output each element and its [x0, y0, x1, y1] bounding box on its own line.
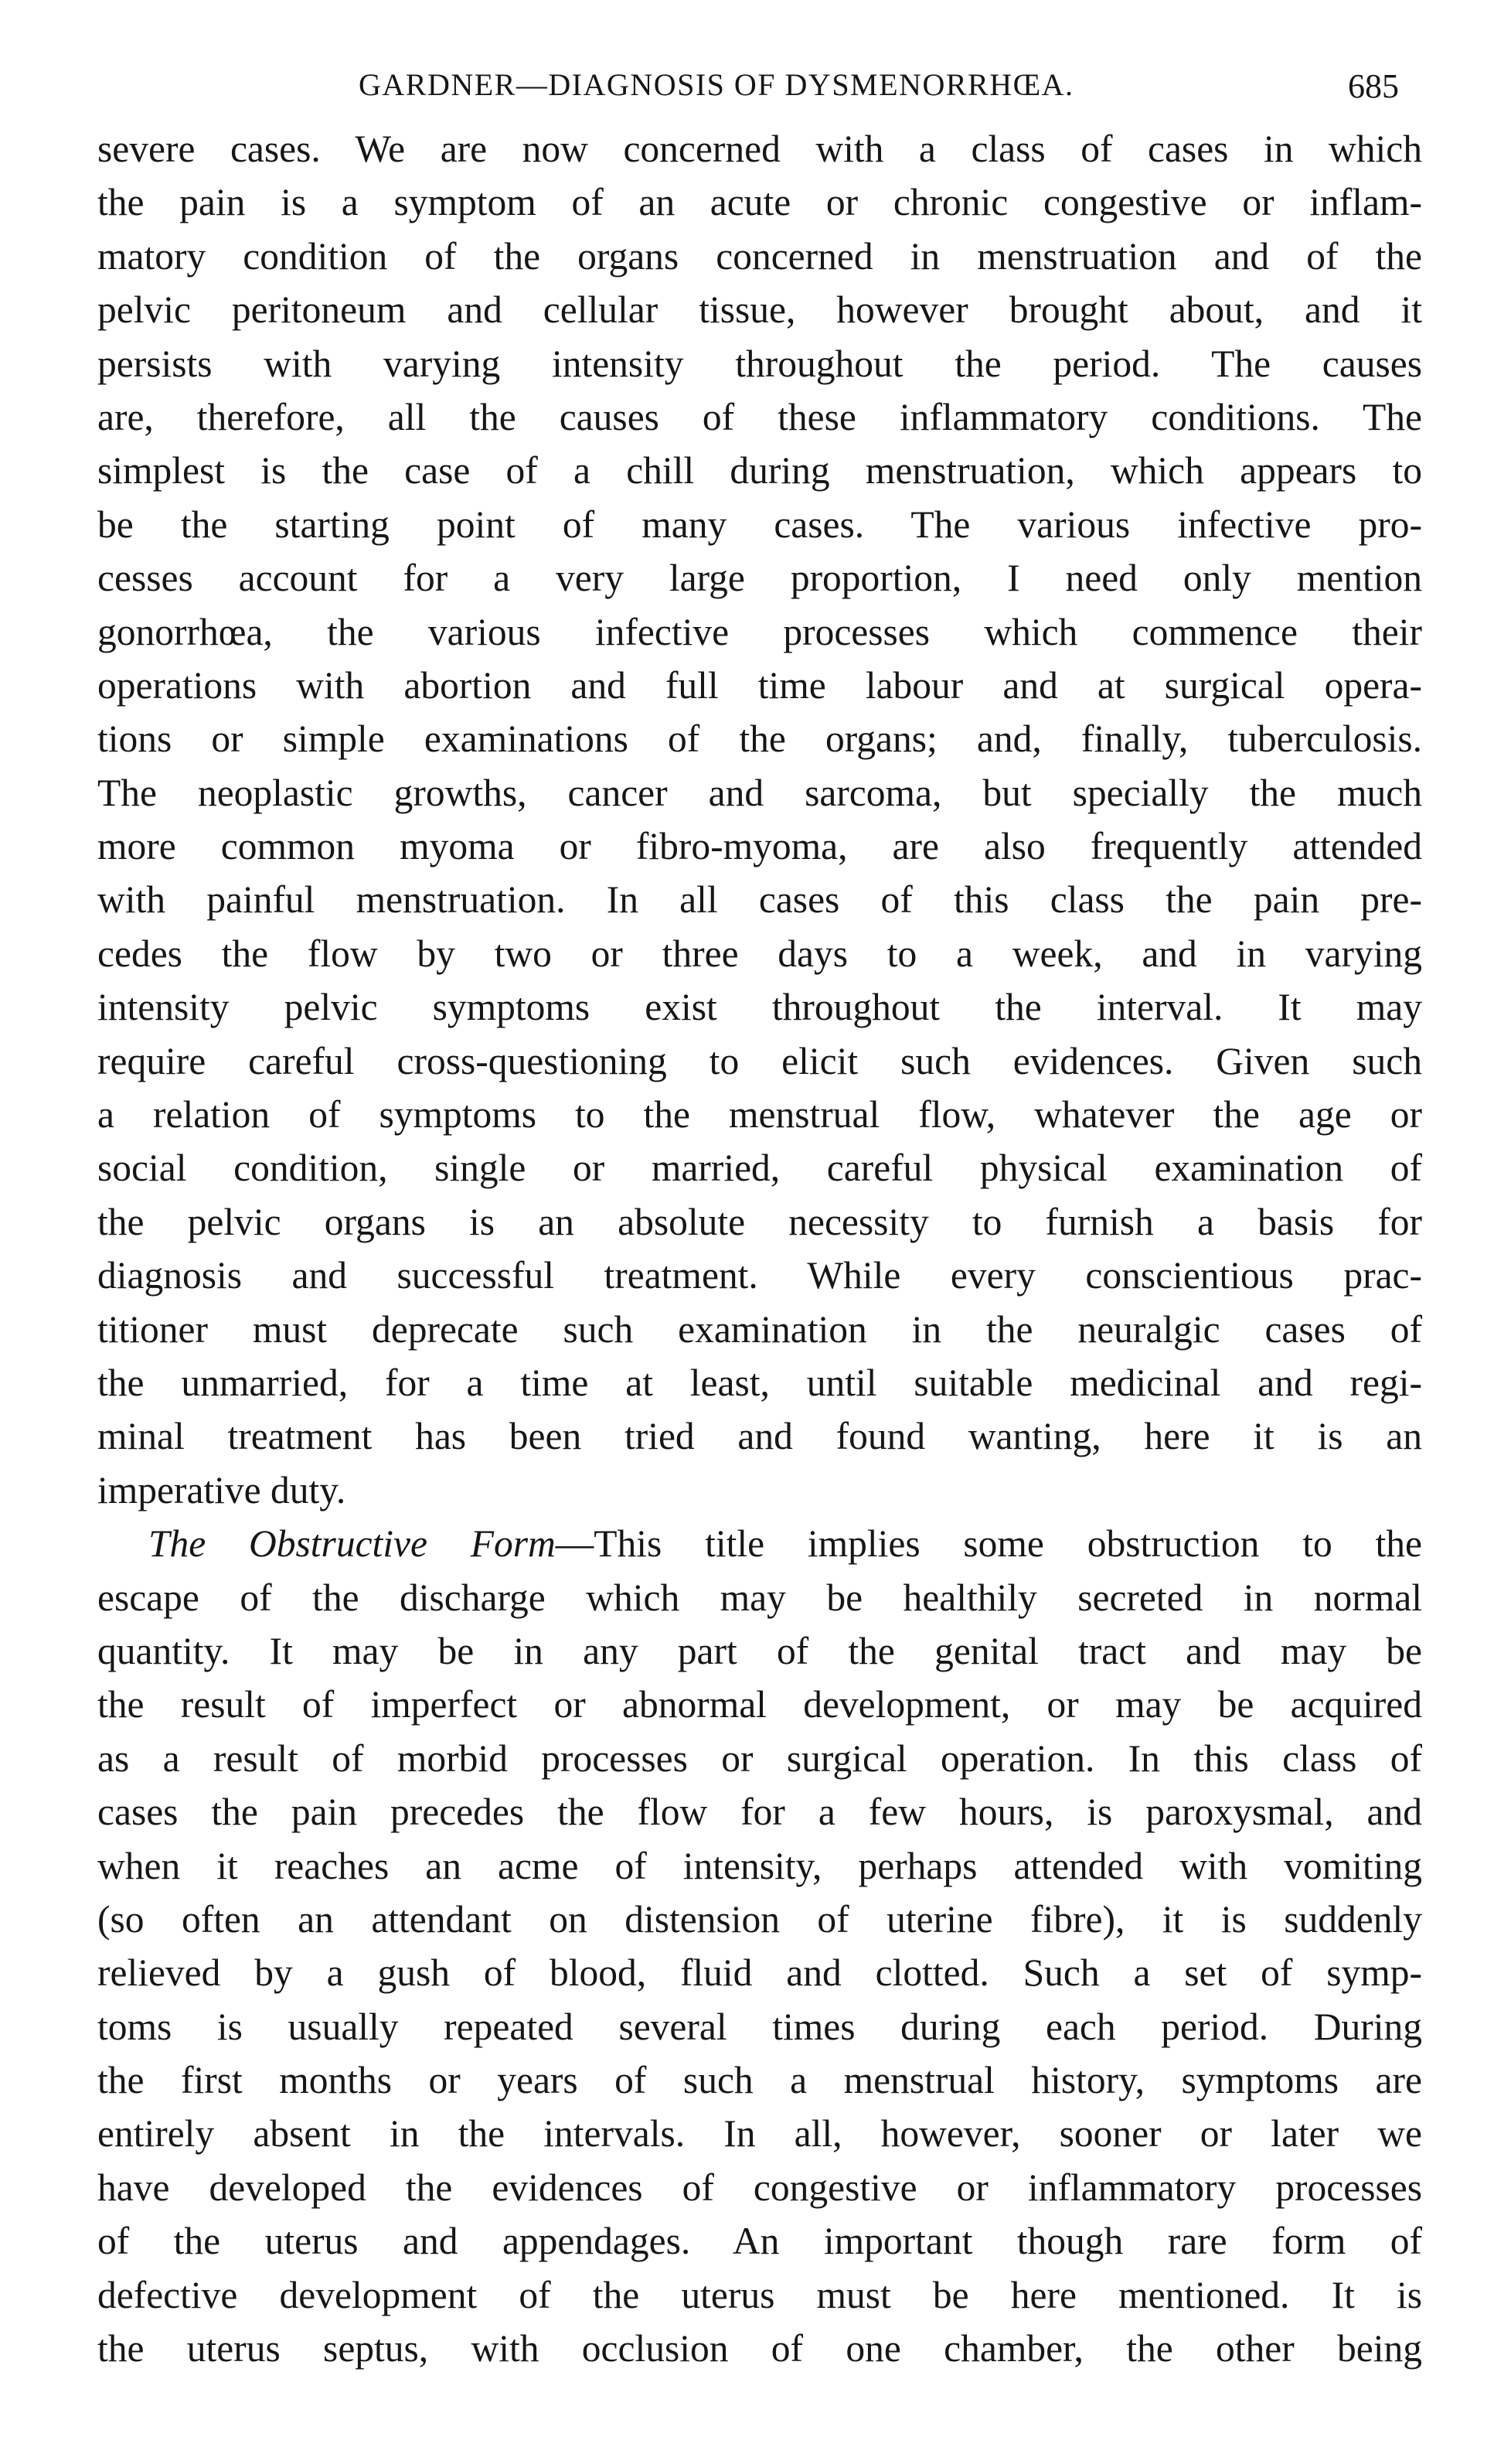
paragraph-last-line: imperative duty.	[97, 1468, 346, 1511]
text-line: cases the pain precedes the flow for a few hours, is paroxysmal, and	[97, 1791, 1422, 1834]
text-line: when it reaches an acme of intensity, perhaps attended with vomiting	[97, 1844, 1422, 1887]
text-line: require careful cross-questioning to elicit such evidences. Given such	[97, 1039, 1422, 1082]
text-line: defective development of the uterus must be here mentioned. It is	[97, 2273, 1422, 2316]
running-title: GARDNER—DIAGNOSIS OF DYSMENORRHŒA.	[359, 67, 1074, 102]
text-line: titioner must deprecate such examination in the neuralgic cases of	[97, 1307, 1422, 1351]
text-line: the pelvic organs is an absolute necessity to furnish a basis for	[97, 1200, 1422, 1243]
text-line: intensity pelvic symptoms exist throughout the interval. It may	[97, 986, 1422, 1029]
text-line: gonorrhœa, the various infective processes which commence their	[97, 610, 1422, 653]
text-line: the first months or years of such a menstrual history, symptoms are	[97, 2059, 1422, 2102]
text-line: The neoplastic growths, cancer and sarcoma, but specially the much	[97, 771, 1422, 814]
text-line: social condition, single or married, careful physical examination of	[97, 1147, 1422, 1190]
text-line: the result of imperfect or abnormal development, or may be acquired	[97, 1683, 1422, 1726]
text-line: tions or simple examinations of the organs; and, finally, tuberculosis.	[97, 717, 1422, 761]
document-page	[97, 66, 1422, 2375]
text-line: operations with abortion and full time labour and at surgical opera-	[97, 663, 1422, 707]
text-line: with painful menstruation. In all cases of this class the pain pre-	[97, 878, 1422, 922]
body-text	[97, 122, 1422, 2375]
running-head	[97, 66, 1422, 114]
text-line: cedes the flow by two or three days to a week, and in varying	[97, 932, 1422, 975]
text-line: the pain is a symptom of an acute or chronic congestive or inflam-	[97, 181, 1422, 224]
text-line: have developed the evidences of congestive or inflammatory processes	[97, 2166, 1422, 2209]
text-line: a relation of symptoms to the menstrual flow, whatever the age or	[97, 1093, 1422, 1137]
text-line: the uterus septus, with occlusion of one chamber, the other being	[97, 2327, 1422, 2370]
text-line: diagnosis and successful treatment. While every conscientious prac-	[97, 1254, 1422, 1297]
section-opening-text: —This title implies some obstruction to the	[555, 1522, 1422, 1566]
text-line: the unmarried, for a time at least, until suitable medicinal and regi-	[97, 1361, 1422, 1404]
text-line: entirely absent in the intervals. In all, however, sooner or later we	[97, 2112, 1422, 2156]
text-line: persists with varying intensity throughout the period. The causes	[97, 342, 1422, 385]
text-line: are, therefore, all the causes of these inflammatory conditions. The	[97, 395, 1422, 438]
text-line: as a result of morbid processes or surgical operation. In this class of	[97, 1736, 1422, 1780]
text-line: relieved by a gush of blood, fluid and clotted. Such a set of symp-	[97, 1951, 1422, 1995]
text-line: of the uterus and appendages. An important though rare form of	[97, 2220, 1422, 2263]
page-number: 685	[1348, 67, 1399, 105]
text-line: pelvic peritoneum and cellular tissue, however brought about, and it	[97, 288, 1422, 332]
text-line: be the starting point of many cases. The various infective pro-	[97, 503, 1422, 546]
text-line: cesses account for a very large proportion, I need only mention	[97, 557, 1422, 600]
text-line: quantity. It may be in any part of the genital tract and may be	[97, 1629, 1422, 1672]
text-line: (so often an attendant on distension of uterine fibre), it is suddenly	[97, 1897, 1422, 1941]
text-line: simplest is the case of a chill during menstruation, which appears to	[97, 449, 1422, 492]
section-opening-line	[97, 1517, 1422, 1570]
text-line: minal treatment has been tried and found wanting, here it is an	[97, 1415, 1422, 1458]
text-line: toms is usually repeated several times during each period. During	[97, 2005, 1422, 2048]
section-heading: The Obstructive Form	[148, 1522, 556, 1566]
text-line: severe cases. We are now concerned with a class of cases in which	[97, 128, 1422, 170]
text-line: matory condition of the organs concerned in menstruation and of the	[97, 234, 1422, 278]
text-line: escape of the discharge which may be healthily secreted in normal	[97, 1576, 1422, 1619]
text-line: more common myoma or fibro-myoma, are also frequently attended	[97, 825, 1422, 868]
